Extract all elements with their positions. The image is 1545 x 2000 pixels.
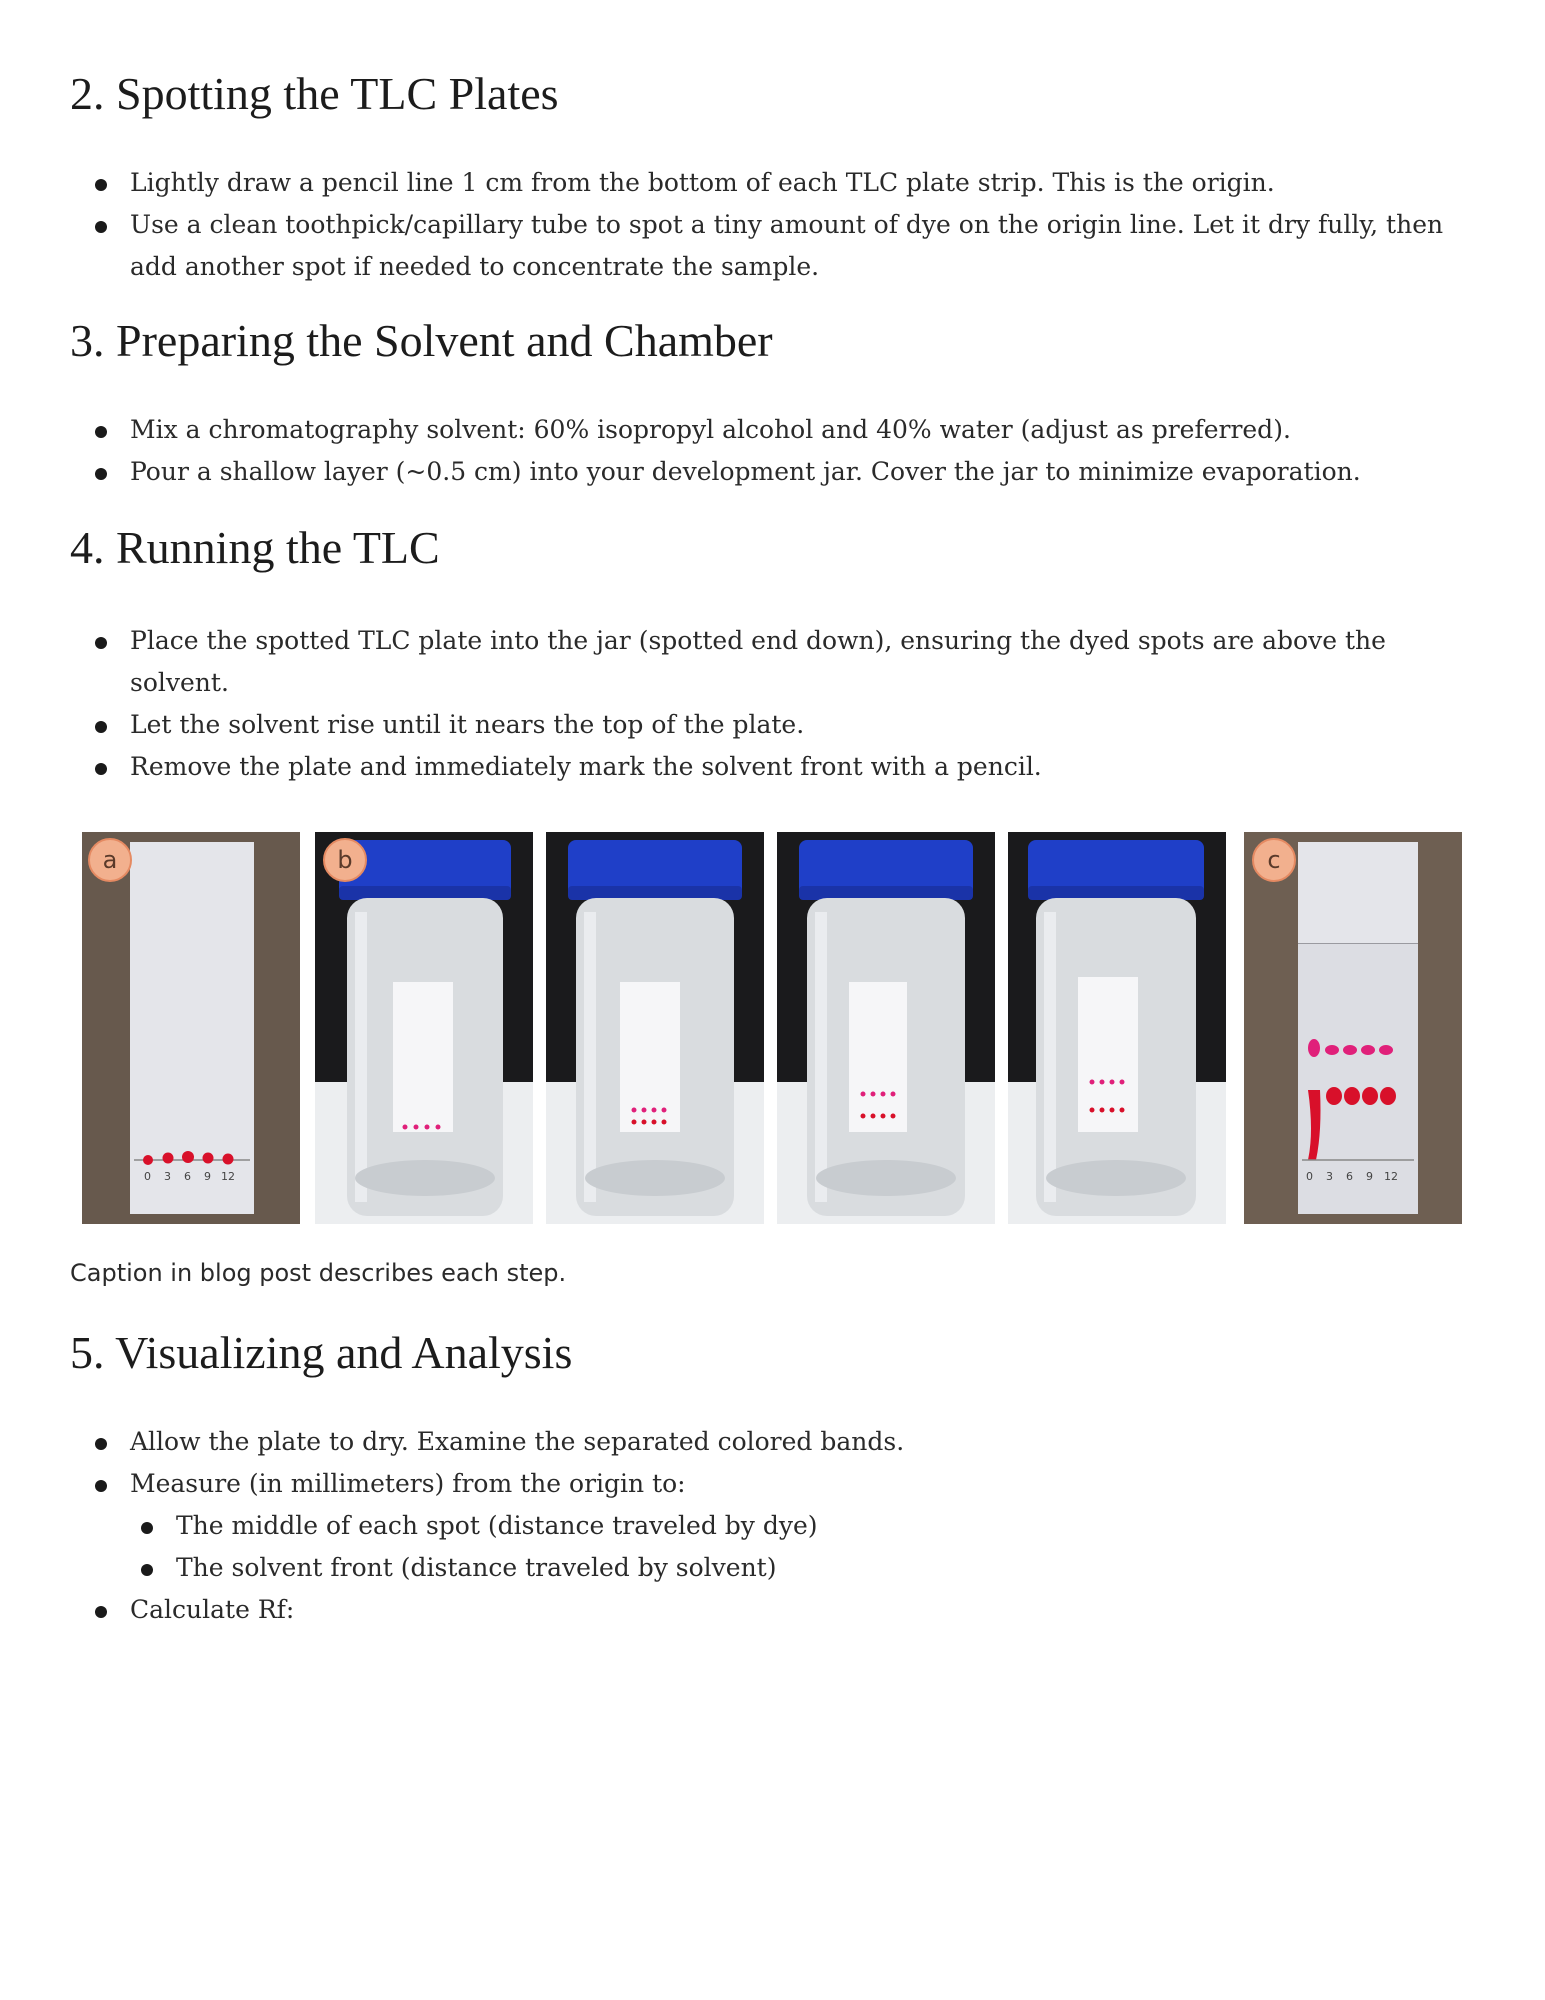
glass-highlight bbox=[584, 912, 596, 1202]
bullet-icon bbox=[95, 221, 107, 233]
plate-tick-label: 0 bbox=[144, 1170, 151, 1183]
list-item-text: Lightly draw a pencil line 1 cm from the bottom of each TLC plate strip. This is the origin. bbox=[130, 168, 1275, 197]
dye-spot bbox=[1120, 1108, 1125, 1113]
section-heading-solvent-chamber: 3. Preparing the Solvent and Chamber bbox=[70, 315, 773, 366]
panel-label-badge: a bbox=[88, 838, 132, 882]
glass-highlight bbox=[1044, 912, 1056, 1202]
plate-tick-label: 12 bbox=[1384, 1170, 1398, 1183]
jar-illustration bbox=[777, 832, 995, 1224]
list-item-text: Allow the plate to dry. Examine the separated colored bands. bbox=[130, 1427, 905, 1456]
dye-spot bbox=[642, 1108, 647, 1113]
plate-tick-label: 3 bbox=[1326, 1170, 1333, 1183]
dye-spot bbox=[871, 1114, 876, 1119]
list-item-text: Calculate Rf: bbox=[130, 1595, 295, 1624]
list-item-text: Pour a shallow layer (~0.5 cm) into your development jar. Cover the jar to minimize evaporation. bbox=[130, 457, 1361, 486]
photo-panel-jar-developing bbox=[546, 832, 764, 1224]
jar-lid-rim bbox=[1028, 886, 1204, 900]
dye-spot bbox=[642, 1120, 647, 1125]
dye-spot bbox=[425, 1125, 430, 1130]
dye-band bbox=[1326, 1087, 1342, 1105]
dye-spot bbox=[881, 1114, 886, 1119]
dye-spot bbox=[1120, 1080, 1125, 1085]
list-item bbox=[70, 1463, 1490, 1505]
dye-spot bbox=[891, 1092, 896, 1097]
bullet-icon bbox=[95, 1606, 107, 1618]
dye-spot bbox=[632, 1120, 637, 1125]
solvent-layer bbox=[355, 1160, 495, 1196]
tlc-plate bbox=[620, 982, 680, 1132]
bullet-list-solvent-chamber bbox=[70, 409, 1490, 493]
list-item bbox=[70, 620, 1490, 704]
dye-spot bbox=[861, 1114, 866, 1119]
dye-spot bbox=[1100, 1080, 1105, 1085]
dye-spot bbox=[662, 1120, 667, 1125]
jar-lid-rim bbox=[568, 886, 742, 900]
list-item bbox=[70, 1505, 1490, 1547]
panel-label-badge: b bbox=[323, 838, 367, 882]
section-heading-spotting: 2. Spotting the TLC Plates bbox=[70, 68, 559, 119]
developed-plate-illustration bbox=[1244, 832, 1462, 1224]
section-heading-visualizing-analysis: 5. Visualizing and Analysis bbox=[70, 1327, 573, 1378]
dye-band bbox=[1379, 1045, 1393, 1055]
glass-highlight bbox=[815, 912, 827, 1202]
plate-tick-label: 9 bbox=[204, 1170, 211, 1183]
bullet-icon bbox=[95, 179, 107, 191]
jar-lid-rim bbox=[339, 886, 511, 900]
section-heading-running-tlc: 4. Running the TLC bbox=[70, 522, 440, 573]
list-item bbox=[70, 746, 1490, 788]
list-item-text: Let the solvent rise until it nears the top of the plate. bbox=[130, 710, 805, 739]
jar-illustration bbox=[315, 832, 533, 1224]
solvent-layer bbox=[816, 1160, 956, 1196]
bullet-list-running-tlc bbox=[70, 620, 1490, 788]
dye-spot bbox=[223, 1154, 234, 1165]
list-item-text: The middle of each spot (distance traveled by dye) bbox=[176, 1511, 818, 1540]
solvent-layer bbox=[585, 1160, 725, 1196]
list-item bbox=[70, 1421, 1490, 1463]
jar-illustration bbox=[546, 832, 764, 1224]
list-item bbox=[70, 1589, 1490, 1631]
list-item-text: Mix a chromatography solvent: 60% isopropyl alcohol and 40% water (adjust as preferred). bbox=[130, 415, 1291, 444]
list-item bbox=[70, 409, 1490, 451]
dye-spot bbox=[881, 1092, 886, 1097]
solvent-layer bbox=[1046, 1160, 1186, 1196]
plate-tick-label: 6 bbox=[1346, 1170, 1353, 1183]
plate-tick-label: 12 bbox=[221, 1170, 235, 1183]
dye-spot bbox=[143, 1155, 153, 1165]
bullet-icon bbox=[141, 1522, 153, 1534]
bullet-icon bbox=[95, 468, 107, 480]
spotted-plate-illustration bbox=[82, 832, 300, 1224]
dye-spot bbox=[163, 1153, 174, 1164]
plate-tick-label: 0 bbox=[1306, 1170, 1313, 1183]
tlc-photo-strip bbox=[82, 832, 1469, 1224]
tlc-plate bbox=[1078, 977, 1138, 1132]
bullet-icon bbox=[95, 426, 107, 438]
dye-band bbox=[1343, 1045, 1357, 1055]
bullet-icon bbox=[95, 1438, 107, 1450]
dye-spot bbox=[1090, 1108, 1095, 1113]
bullet-list-visualizing-analysis bbox=[70, 1421, 1490, 1631]
list-item-text: Remove the plate and immediately mark the solvent front with a pencil. bbox=[130, 752, 1042, 781]
dye-spot bbox=[871, 1092, 876, 1097]
dye-spot bbox=[403, 1125, 408, 1130]
dye-spot bbox=[203, 1153, 214, 1164]
list-item-text: Use a clean toothpick/capillary tube to spot a tiny amount of dye on the origin line. Let it dry fully, then add another spot if needed to concentrate the sample. bbox=[130, 210, 1444, 281]
photo-panel-spotted-plate bbox=[82, 832, 300, 1224]
dye-spot bbox=[436, 1125, 441, 1130]
bullet-icon bbox=[95, 721, 107, 733]
dye-band bbox=[1344, 1087, 1360, 1105]
list-item bbox=[70, 704, 1490, 746]
dye-spot bbox=[632, 1108, 637, 1113]
dye-spot bbox=[891, 1114, 896, 1119]
bullet-list-spotting bbox=[70, 162, 1490, 288]
list-item-text: The solvent front (distance traveled by solvent) bbox=[176, 1553, 777, 1582]
glass-highlight bbox=[355, 912, 367, 1202]
dye-band bbox=[1325, 1045, 1339, 1055]
jar-lid-rim bbox=[799, 886, 973, 900]
bullet-icon bbox=[95, 637, 107, 649]
dye-spot bbox=[662, 1108, 667, 1113]
bullet-icon bbox=[141, 1564, 153, 1576]
dye-band bbox=[1361, 1045, 1375, 1055]
dye-band bbox=[1380, 1087, 1396, 1105]
list-item bbox=[70, 1547, 1490, 1589]
plate-tick-label: 6 bbox=[184, 1170, 191, 1183]
jar-illustration bbox=[1008, 832, 1226, 1224]
photo-panel-jar-developing bbox=[1008, 832, 1226, 1224]
photo-panel-jar-start bbox=[315, 832, 533, 1224]
dye-spot bbox=[652, 1108, 657, 1113]
dye-spot bbox=[1100, 1108, 1105, 1113]
list-item bbox=[70, 451, 1490, 493]
list-item-text: Place the spotted TLC plate into the jar (spotted end down), ensuring the dyed spots are above the solvent. bbox=[130, 626, 1386, 697]
bullet-icon bbox=[95, 1480, 107, 1492]
bullet-icon bbox=[95, 763, 107, 775]
tlc-plate bbox=[393, 982, 453, 1132]
photo-panel-developed-plate bbox=[1244, 832, 1462, 1224]
plate-developed-region bbox=[1298, 944, 1418, 1214]
dye-spot bbox=[1110, 1080, 1115, 1085]
photo-panel-jar-developing bbox=[777, 832, 995, 1224]
dye-spot bbox=[1110, 1108, 1115, 1113]
list-item-text: Measure (in millimeters) from the origin to: bbox=[130, 1469, 686, 1498]
dye-spot bbox=[652, 1120, 657, 1125]
dye-band bbox=[1308, 1039, 1320, 1057]
dye-spot bbox=[182, 1151, 194, 1163]
panel-label-badge: c bbox=[1252, 838, 1296, 882]
tlc-plate bbox=[849, 982, 907, 1132]
dye-spot bbox=[1090, 1080, 1095, 1085]
list-item bbox=[70, 162, 1490, 204]
plate-tick-label: 3 bbox=[164, 1170, 171, 1183]
dye-spot bbox=[414, 1125, 419, 1130]
dye-spot bbox=[861, 1092, 866, 1097]
list-item bbox=[70, 204, 1490, 288]
plate-tick-label: 9 bbox=[1366, 1170, 1373, 1183]
figure-caption: Caption in blog post describes each step. bbox=[70, 1259, 567, 1287]
dye-band bbox=[1362, 1087, 1378, 1105]
